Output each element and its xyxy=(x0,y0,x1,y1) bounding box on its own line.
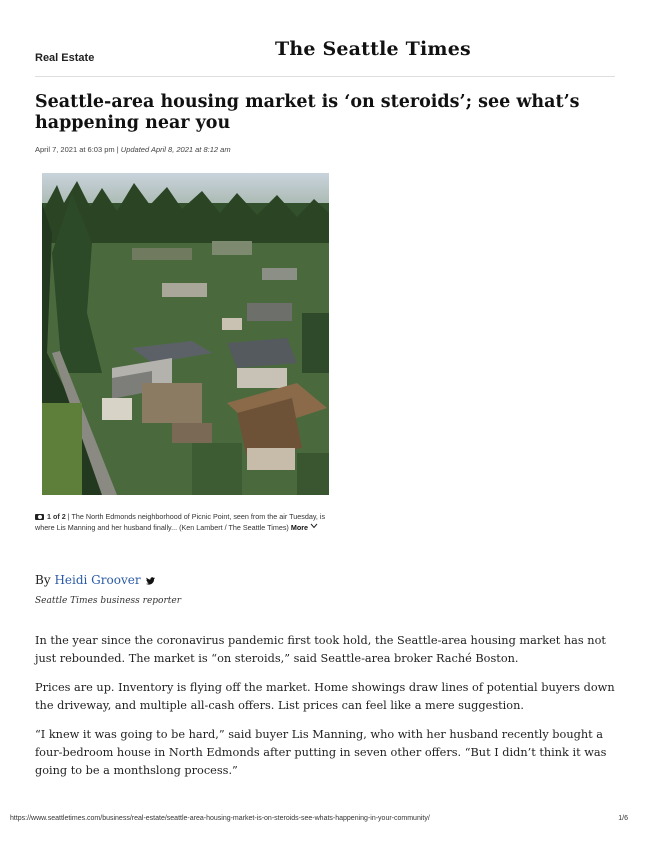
article-body xyxy=(35,632,630,791)
twitter-icon[interactable] xyxy=(146,577,155,585)
updated-date: Updated April 8, 2021 at 8:12 am xyxy=(120,145,231,154)
caption-more-label: More xyxy=(290,523,309,532)
paragraph: “I knew it was going to be hard,” said buyer Lis Manning, who with her husband recently bought a four-bedroom house in North Edmonds after putting in seven other offers. “But I didn’t think it was going to be a monthslong process.” xyxy=(35,728,607,777)
caption-more-button[interactable] xyxy=(291,523,318,532)
footer-page-number: 1/6 xyxy=(618,815,628,822)
author-link[interactable]: Heidi Groover xyxy=(54,573,141,587)
author-role: Seattle Times business reporter xyxy=(35,596,182,606)
camera-icon xyxy=(35,514,44,520)
chevron-down-icon xyxy=(310,523,318,529)
article-dateline xyxy=(35,145,231,154)
date-separator: | xyxy=(116,145,119,154)
photo-caption xyxy=(35,511,335,533)
paragraph: Prices are up. Inventory is flying off the market. Home showings draw lines of potential buyers down the driveway, and multiple all-cash offers. List prices can feel like a mere suggestion. xyxy=(35,681,615,712)
caption-text: | The North Edmonds neighborhood of Picnic Point, seen from the air Tuesday, is where Lis Manning and her husband finally... (Ken Lambert / The Seattle Times) xyxy=(35,512,326,532)
byline-prefix: By xyxy=(35,573,51,587)
header-divider xyxy=(35,76,615,77)
footer-url: https://www.seattletimes.com/business/real-estate/seattle-area-housing-market-is-on-steroids-see-whats-happening-in-your-community/ xyxy=(10,815,430,822)
masthead-logo[interactable]: The Seattle Times xyxy=(275,38,471,60)
published-date: April 7, 2021 at 6:03 pm xyxy=(35,145,115,154)
article-headline: Seattle-area housing market is ‘on steroids’; see what’s happening near you xyxy=(35,92,580,133)
photo-counter: 1 of 2 xyxy=(47,512,66,521)
aerial-neighborhood-photo xyxy=(42,173,329,495)
section-label[interactable]: Real Estate xyxy=(35,52,95,64)
paragraph: In the year since the coronavirus pandemic first took hold, the Seattle-area housing market has not just rebounded. The market is “on steroids,” said Seattle-area broker Raché Boston. xyxy=(35,634,606,665)
byline xyxy=(35,573,155,587)
article-photo[interactable] xyxy=(42,173,329,495)
